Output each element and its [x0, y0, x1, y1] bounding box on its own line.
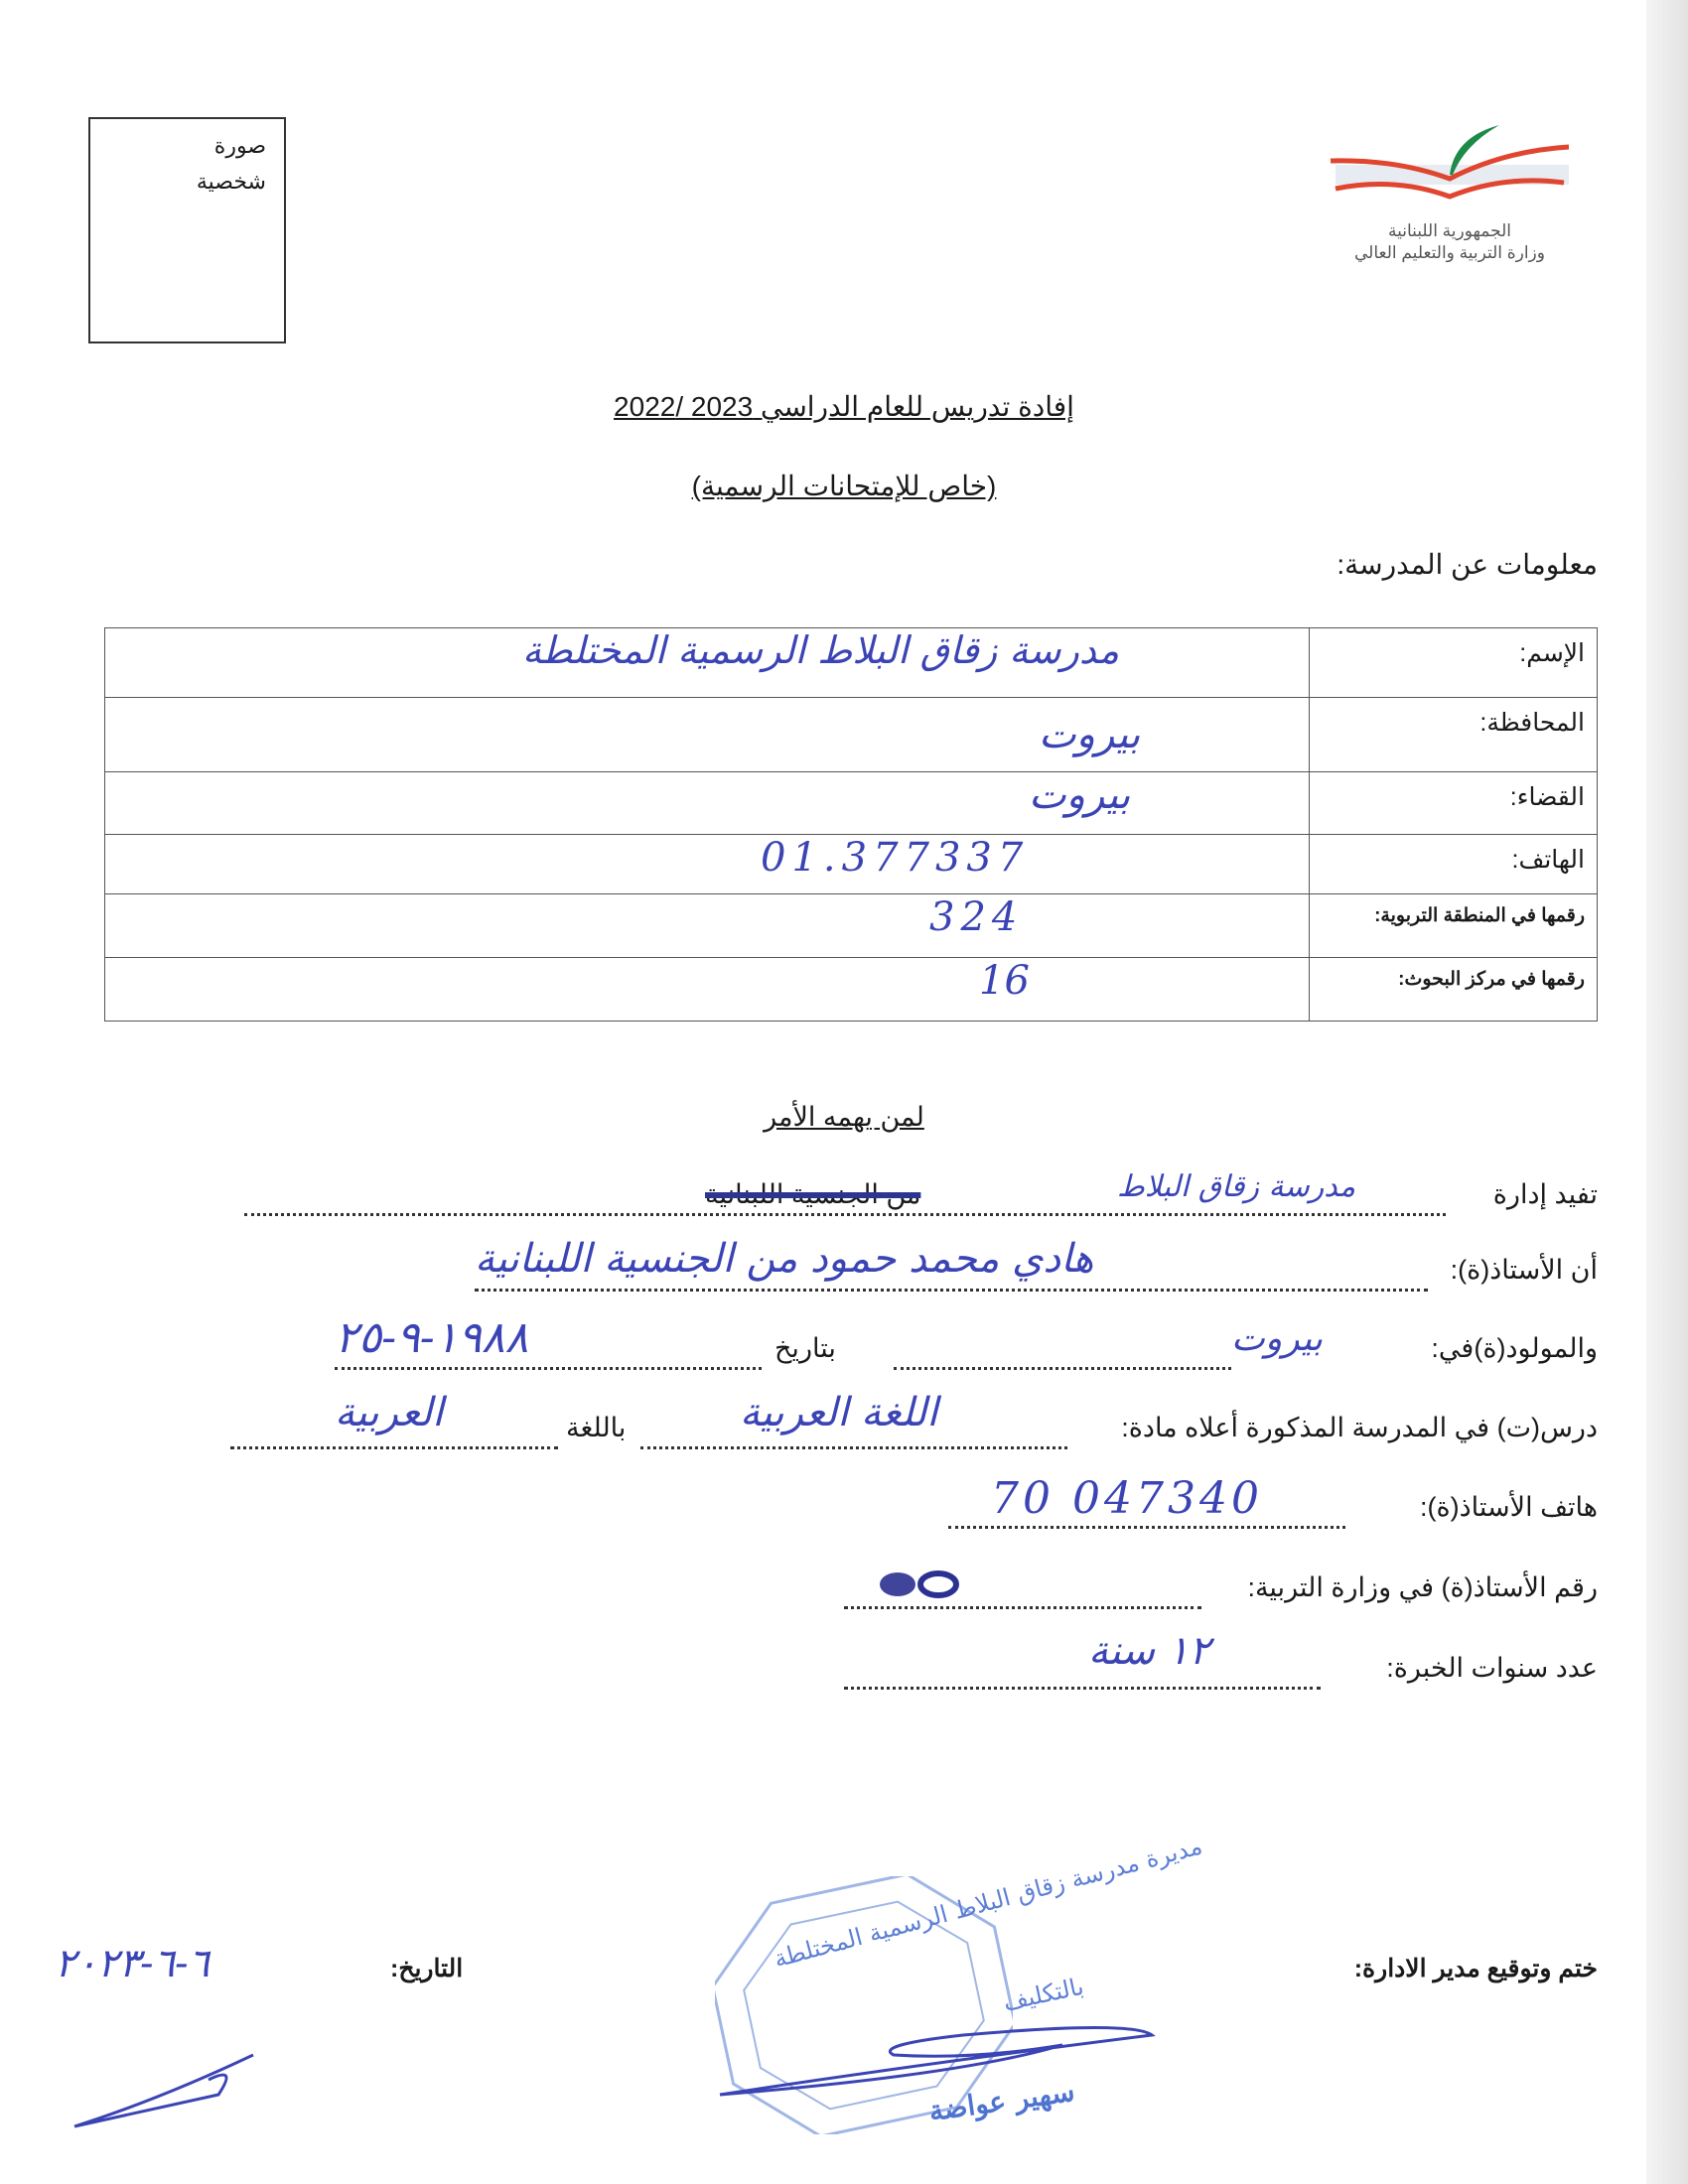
admin-label: تفيد إدارة	[1492, 1179, 1598, 1209]
birthdate-value: ١٩٨٨-٩-٢٥	[335, 1312, 529, 1363]
row-label: القضاء:	[1310, 772, 1598, 835]
table-row	[105, 772, 1598, 835]
scribble-mark	[874, 1565, 968, 1604]
language-label: باللغة	[566, 1413, 627, 1442]
experience-label: عدد سنوات الخبرة:	[1386, 1653, 1598, 1683]
logo-line1: الجمهورية اللبنانية	[1387, 221, 1512, 240]
director-signature	[715, 2005, 1162, 2105]
photo-box	[88, 117, 286, 343]
language-value: العربية	[335, 1390, 444, 1435]
dotted-line	[475, 1289, 1428, 1292]
dotted-line	[948, 1526, 1345, 1529]
scan-edge	[1646, 0, 1688, 2184]
dotted-line	[844, 1606, 1201, 1609]
table-row	[105, 698, 1598, 772]
dotted-line	[844, 1687, 1321, 1690]
dotted-line	[335, 1367, 762, 1370]
school-name-value: مدرسة زقاق البلاط الرسمية المختلطة	[105, 628, 1310, 698]
dotted-line	[894, 1367, 1231, 1370]
school-info-heading: معلومات عن المدرسة:	[1336, 549, 1598, 580]
district-value: بيروت	[105, 772, 1310, 835]
logo-line2: وزارة التربية والتعليم العالي	[1354, 243, 1545, 262]
governorate-value: بيروت	[105, 698, 1310, 772]
row-label: المحافظة:	[1310, 698, 1598, 772]
school-info-table	[104, 627, 1598, 1022]
date-footer-label: التاريخ:	[390, 1955, 464, 1982]
teacher-phone-value: 70 047340	[991, 1473, 1263, 1524]
table-row	[105, 894, 1598, 958]
birthplace-value: بيروت	[1231, 1318, 1324, 1359]
teacher-name-value: هادي محمد حمود من الجنسية اللبنانية	[475, 1236, 1094, 1282]
seal-signature-label: ختم وتوقيع مدير الادارة:	[1353, 1955, 1598, 1982]
director-name: سهير عواضة	[926, 2074, 1077, 2128]
subject-value: اللغة العربية	[740, 1390, 938, 1435]
dotted-line	[244, 1213, 1446, 1216]
table-row	[105, 835, 1598, 894]
page-title: إفادة تدريس للعام الدراسي 2023 /2022	[614, 391, 1074, 422]
to-whom-heading: لمن يهمه الأمر	[764, 1102, 924, 1132]
row-label: رقمها في المنطقة التربوية:	[1310, 894, 1598, 958]
book-logo-icon	[1316, 117, 1584, 216]
taught-label: درس(ت) في المدرسة المذكورة أعلاه مادة:	[1121, 1413, 1598, 1442]
date-label: بتاريخ	[774, 1333, 836, 1363]
educational-zone-number: 324	[105, 894, 1310, 958]
row-label: الإسم:	[1310, 628, 1598, 698]
table-row	[105, 958, 1598, 1022]
experience-value: ١٢ سنة	[1088, 1628, 1210, 1674]
stamp-line1: مديرة مدرسة زقاق البلاط الرسمية المختلطة	[771, 1832, 1205, 1974]
photo-label-line2: شخصية	[196, 169, 266, 194]
school-phone-value: 01.377337	[105, 835, 1310, 894]
row-label: رقمها في مركز البحوث:	[1310, 958, 1598, 1022]
signature-left	[70, 2045, 268, 2134]
born-label: والمولود(ة)في:	[1431, 1333, 1598, 1363]
stamp-line2: بالتكليف	[1000, 1972, 1086, 2017]
ministry-logo	[1316, 117, 1584, 276]
dotted-line	[640, 1446, 1067, 1449]
research-center-number: 16	[105, 958, 1310, 1022]
dotted-line	[230, 1446, 558, 1449]
row-label: الهاتف:	[1310, 835, 1598, 894]
page-subtitle: (خاص للإمتحانات الرسمية)	[691, 471, 997, 501]
photo-label-line1: صورة	[213, 133, 266, 158]
admin-value: مدرسة زقاق البلاط	[1117, 1169, 1356, 1204]
teacher-label: أن الأستاذ(ة):	[1450, 1255, 1598, 1285]
teacher-phone-label: هاتف الأستاذ(ة):	[1420, 1492, 1598, 1522]
table-row	[105, 628, 1598, 698]
ministry-number-label: رقم الأستاذ(ة) في وزارة التربية:	[1247, 1572, 1598, 1602]
nationality-struck-text: من الجنسية اللبنانية	[705, 1179, 921, 1209]
issue-date-value: ٦-٦-٢٠٢٣	[55, 1941, 210, 1986]
